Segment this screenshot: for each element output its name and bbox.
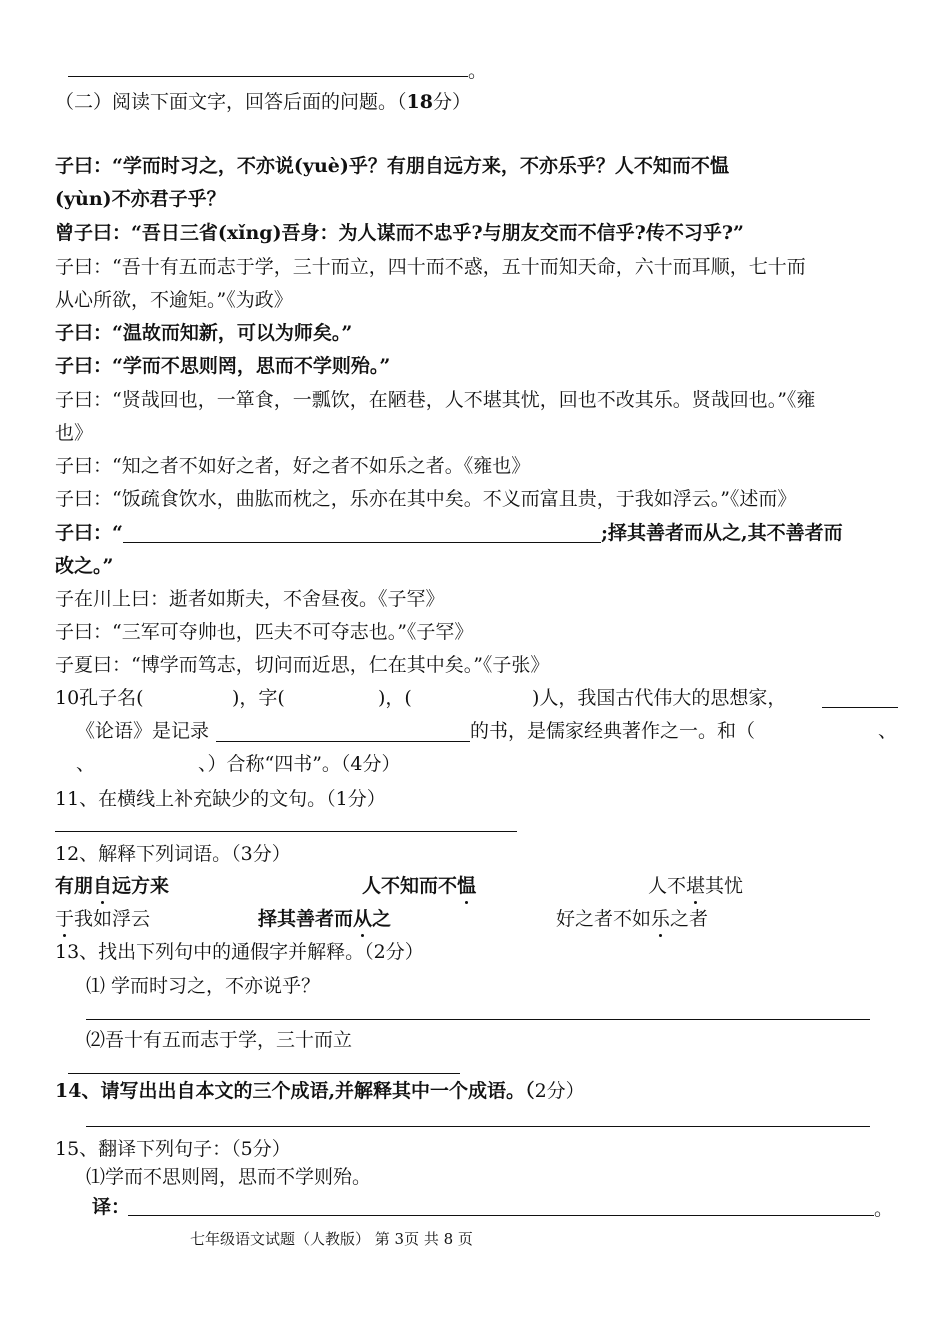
q10-part-f: 的书，是儒家经典著作之一。和（ xyxy=(470,720,756,742)
q12-word-3-key: 堪 xyxy=(686,875,706,897)
q10-blank-thinker[interactable] xyxy=(822,707,898,708)
section-title: （二）阅读下面文字，回答后面的问题。（ xyxy=(55,91,407,113)
q12-word-1-post: 远方来 xyxy=(112,875,170,897)
passage-line-3b: 从心所欲，不逾矩。”《为政》 xyxy=(55,289,293,311)
q10-part-b: )，字( xyxy=(232,687,285,709)
q14-title-pre: 14、请写出出自本文的三个成语,并解释其中一个成语。（ xyxy=(55,1080,535,1102)
q14-answer-line[interactable] xyxy=(86,1126,870,1127)
q14-title-post: 2分） xyxy=(534,1080,585,1102)
passage-line-11: 子曰：“三军可夺帅也，匹夫不可夺志也。”《子罕》 xyxy=(55,621,474,643)
passage-line-2: 曾子曰：“吾日三省(xǐng)吾身：为人谋而不忠乎?与朋友交而不信乎?传不习乎?” xyxy=(55,222,744,244)
passage-line-1b: (yùn)不亦君子乎？ xyxy=(55,188,226,210)
q13-title: 13、找出下列句中的通假字并解释。（2分） xyxy=(55,941,424,963)
top-period: 。 xyxy=(468,60,488,82)
section-unit: 分） xyxy=(432,91,471,113)
q12-word-6-key: 乐 xyxy=(651,908,671,930)
q15-title: 15、翻译下列句子：（5分） xyxy=(55,1138,291,1160)
answer-line-top xyxy=(68,76,468,77)
q15-sentence-1: ⑴学而不思则罔，思而不学则殆。 xyxy=(86,1166,372,1188)
q13-sentence-1: ⑴ 学而时习之，不亦说乎？ xyxy=(86,975,321,997)
q10-part-i: 、）合称“四书”。（4分） xyxy=(198,753,401,775)
q12-word-1-pre: 有朋 xyxy=(55,875,94,897)
q13-answer-line-1[interactable] xyxy=(86,1019,870,1020)
q10-part-e: 《论语》是记录 xyxy=(76,720,210,742)
passage-line-12: 子夏曰：“博学而笃志，切问而近思，仁在其中矣。”《子张》 xyxy=(55,654,550,676)
q11-title: 11、在横线上补充缺少的文句。（1分） xyxy=(55,788,386,810)
passage-line-9 xyxy=(55,520,843,546)
q12-word-4 xyxy=(55,906,150,932)
q12-word-6 xyxy=(556,906,708,932)
q13-sentence-2: ⑵吾十有五而志于学，三十而立 xyxy=(86,1029,353,1051)
q12-word-5-post: 之 xyxy=(372,908,392,930)
passage-line-5: 子曰：“学而不思则罔，思而不学则殆。” xyxy=(55,355,391,377)
q15-answer-line[interactable] xyxy=(128,1215,874,1216)
q12-word-2 xyxy=(362,873,476,899)
q10-part-g: 、 xyxy=(878,720,898,742)
passage-line-4: 子曰：“温故而知新，可以为师矣。” xyxy=(55,322,353,344)
passage-line-1a: 子曰：“学而时习之，不亦说(yuè)乎？有朋自远方来，不亦乐乎？人不知而不愠 xyxy=(55,155,729,177)
q12-word-3 xyxy=(648,873,743,899)
passage-line-3a: 子曰：“吾十有五而志于学，三十而立，四十而不惑，五十而知天命，六十而耳顺，七十而 xyxy=(55,256,806,278)
passage-line-6b: 也》 xyxy=(55,422,94,444)
q12-word-1-key: 自 xyxy=(93,875,113,897)
q12-word-6-post: 之者 xyxy=(670,908,709,930)
passage-line-7: 子曰：“知之者不如好之者，好之者不如乐之者。《雍也》 xyxy=(55,455,531,477)
q12-title: 12、解释下列词语。（3分） xyxy=(55,843,291,865)
passage-line-8: 子曰：“饭疏食饮水，曲肱而枕之，乐亦在其中矣。不义而富且贵，于我如浮云。”《述而》 xyxy=(55,488,797,510)
q12-word-3-post: 其忧 xyxy=(705,875,744,897)
q12-word-6-pre: 好之者不如 xyxy=(556,908,652,930)
section-heading xyxy=(55,89,471,115)
passage-line-9-start: 子曰：“ xyxy=(55,522,123,544)
q14-title xyxy=(55,1078,585,1104)
q12-word-5-pre: 择其善者而 xyxy=(258,908,354,930)
missing-sentence-blank[interactable] xyxy=(123,522,601,543)
q12-word-3-pre: 人不 xyxy=(648,875,687,897)
q10-part-d: )人，我国古代伟大的思想家， xyxy=(532,687,787,709)
q11-answer-line[interactable] xyxy=(55,831,517,832)
q12-word-4-post: 我如浮云 xyxy=(74,908,151,930)
q12-word-4-key: 于 xyxy=(55,908,75,930)
q10-part-c: )，( xyxy=(378,687,412,709)
passage-line-9b: 改之。” xyxy=(55,555,114,577)
passage-line-6a: 子曰：“贤哉回也，一箪食，一瓢饮，在陋巷，人不堪其忧，回也不改其乐。贤哉回也。”《雍 xyxy=(55,389,816,411)
q13-answer-line-2[interactable] xyxy=(68,1073,460,1074)
q12-word-5-key: 从 xyxy=(353,908,373,930)
q12-word-5 xyxy=(258,906,391,932)
q15-end-period: 。 xyxy=(874,1198,894,1220)
section-score: 18 xyxy=(406,91,433,113)
q10-part-h: 、 xyxy=(76,753,96,775)
q12-word-1 xyxy=(55,873,169,899)
passage-line-9-end: ;择其善者而从之,其不善者而 xyxy=(600,522,843,544)
q12-word-2-key: 愠 xyxy=(457,875,477,897)
q10-blank-record[interactable] xyxy=(216,741,470,742)
q12-word-2-pre: 人不知而不 xyxy=(362,875,458,897)
q15-translate-label: 译： xyxy=(92,1196,131,1218)
q10-part-a: 10孔子名( xyxy=(55,687,144,709)
passage-line-10: 子在川上曰：逝者如斯夫，不舍昼夜。《子罕》 xyxy=(55,588,445,610)
page-footer: 七年级语文试题（人教版） 第 3页 共 8 页 xyxy=(190,1230,473,1248)
